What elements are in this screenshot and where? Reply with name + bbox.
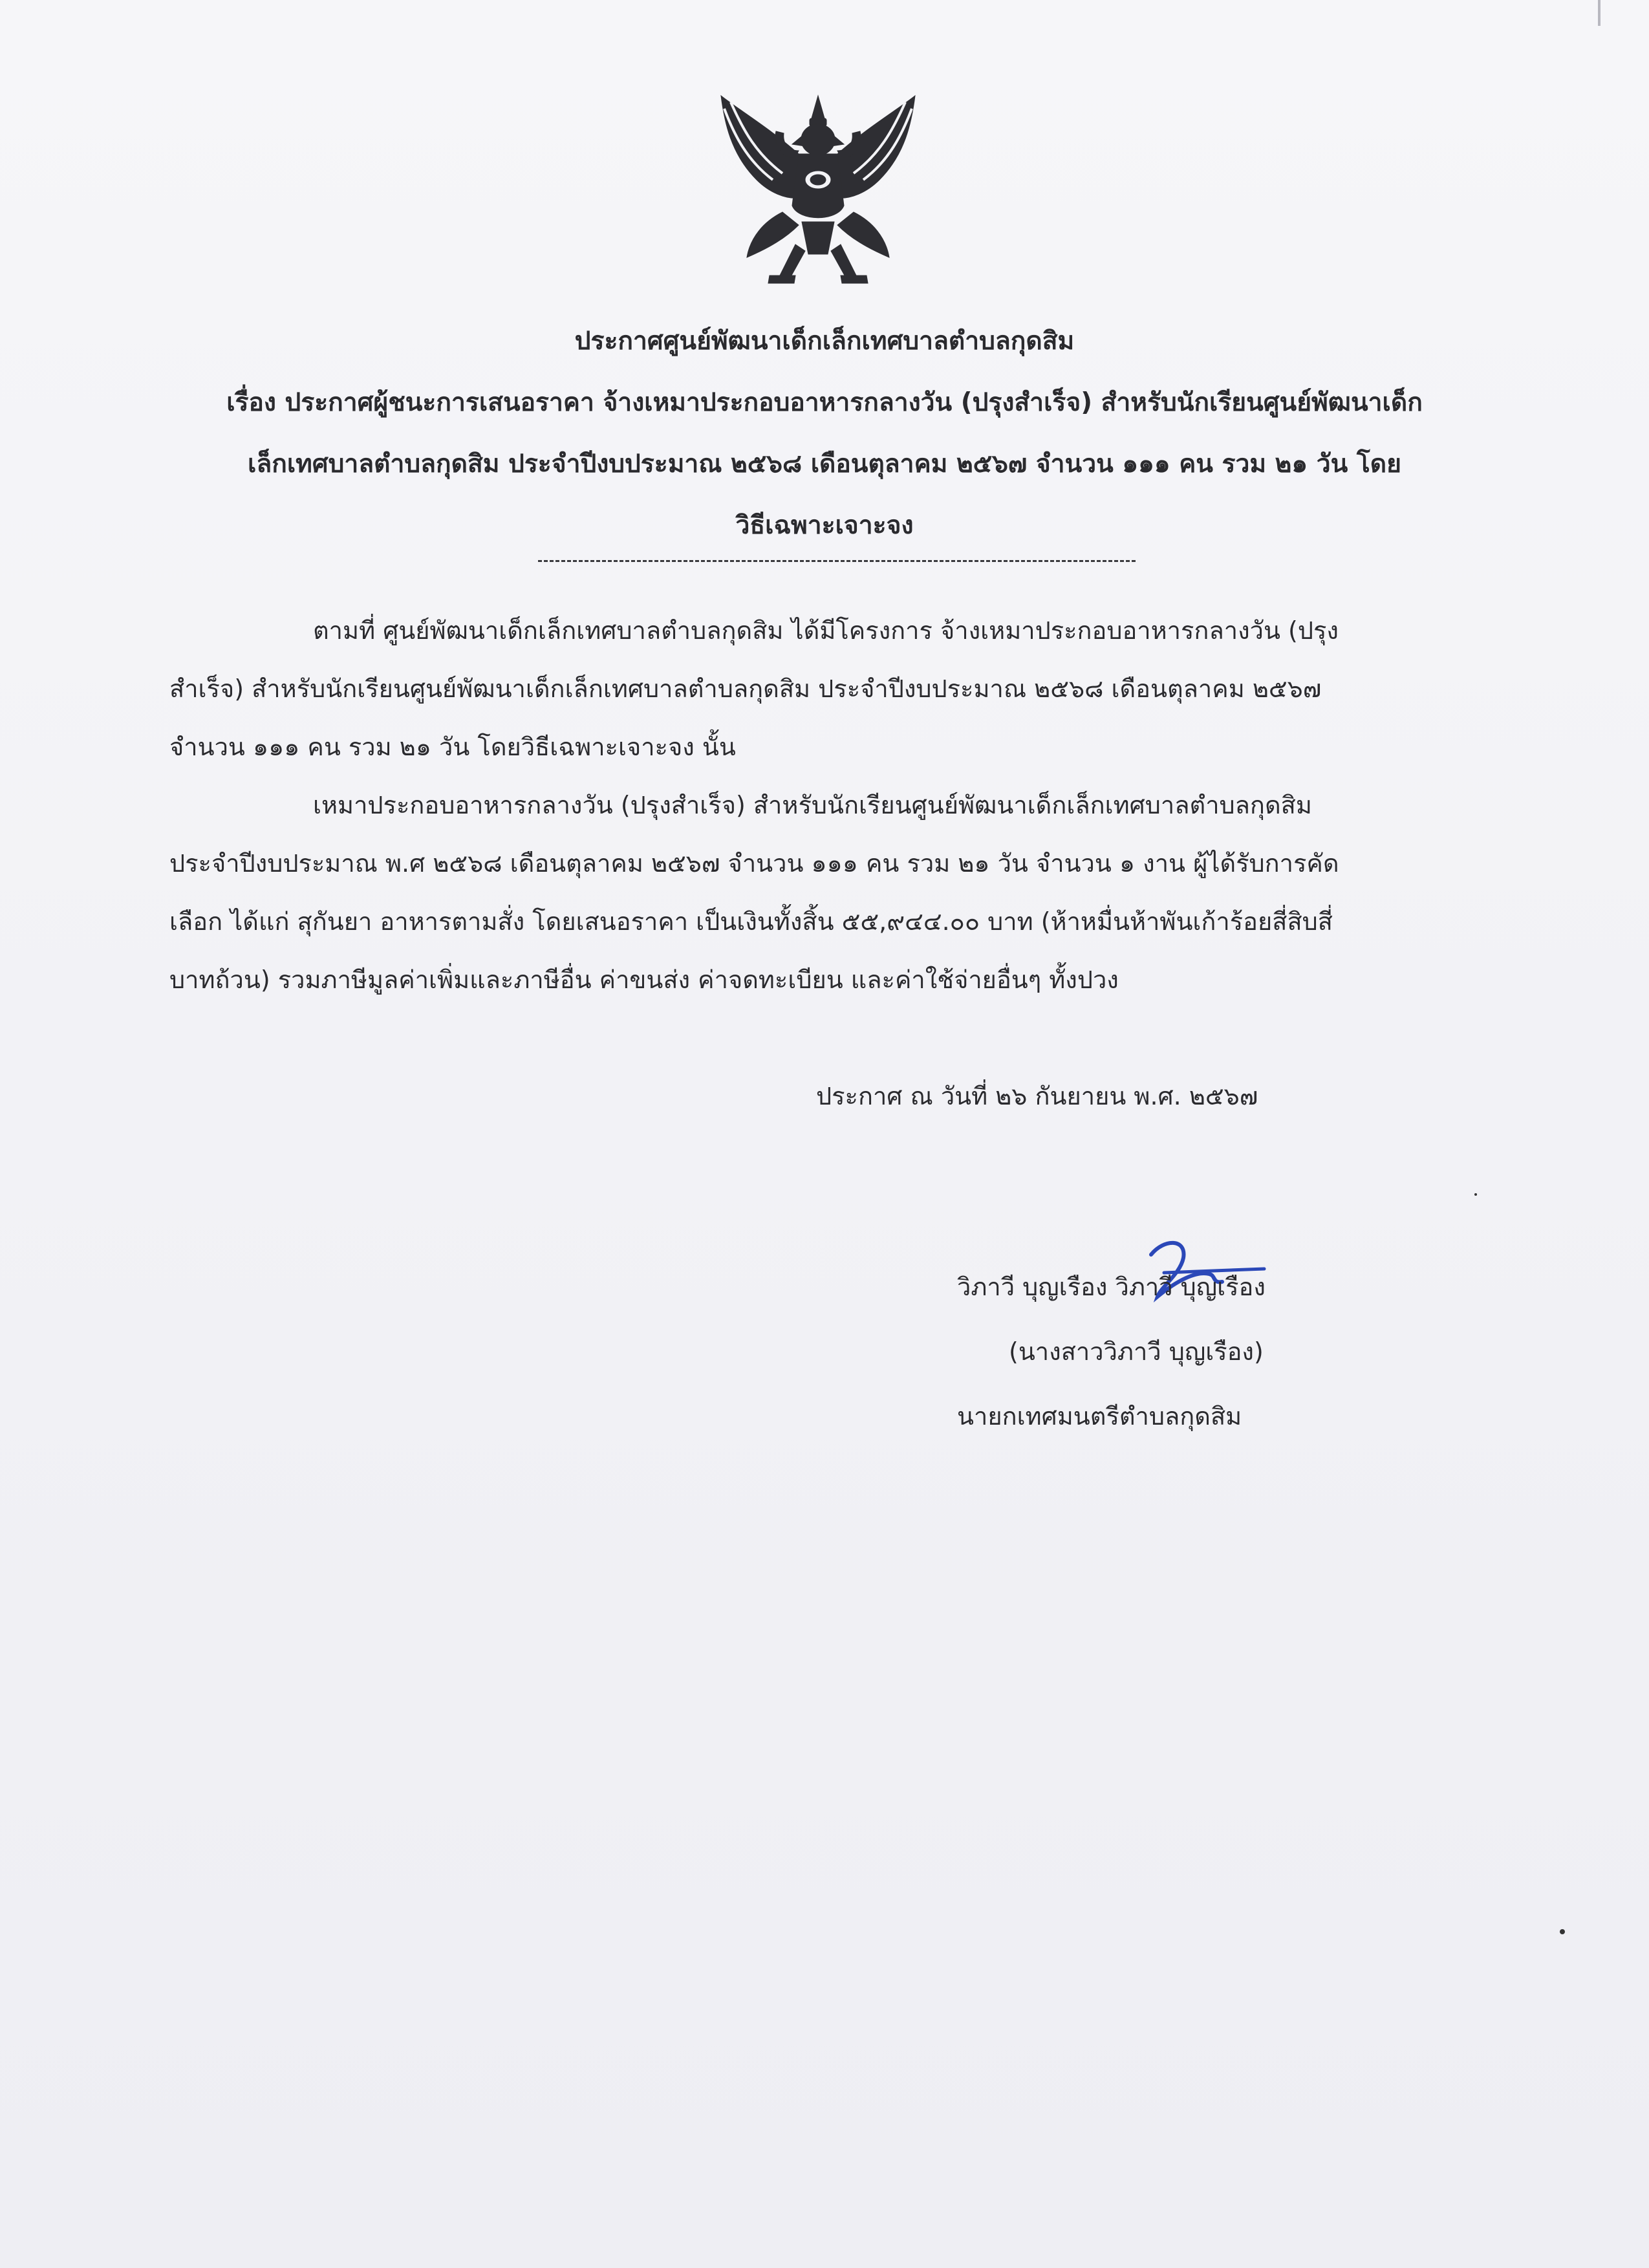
announcement-date: ประกาศ ณ วันที่ ๒๖ กันยายน พ.ศ. ๒๕๖๗ [816, 1082, 1258, 1110]
heading-line-1: ประกาศศูนย์พัฒนาเด็กเล็กเทศบาลตำบลกุดสิม [574, 327, 1075, 356]
announcement-body [169, 601, 1463, 1009]
scan-speck [1560, 1929, 1565, 1934]
paragraph-2-line-2: ประจำปีงบประมาณ พ.ศ ๒๕๖๘ เดือนตุลาคม ๒๕๖๗ จำนวน ๑๑๑ คน รวม ๒๑ วัน จำนวน ๑ งาน ผู้ได้รับการคัด [169, 849, 1339, 878]
paragraph-2-line-1: เหมาประกอบอาหารกลางวัน (ปรุงสำเร็จ) สำหรับนักเรียนศูนย์พัฒนาเด็กเล็กเทศบาลตำบลกุดสิม [313, 791, 1312, 819]
announcement-heading [97, 310, 1552, 556]
heading-line-4: วิธีเฉพาะเจาะจง [735, 511, 914, 540]
heading-line-2: เรื่อง ประกาศผู้ชนะการเสนอราคา จ้างเหมาประกอบอาหารกลางวัน (ปรุงสำเร็จ) สำหรับนักเรียนศูนย์พัฒนาเด็ก [226, 388, 1423, 417]
heading-divider [538, 560, 1136, 562]
garuda-emblem-icon [711, 83, 925, 296]
signatory-full-name: (นางสาววิภาวี บุญเรือง) [1009, 1337, 1264, 1366]
paragraph-2-line-4: บาทถ้วน) รวมภาษีมูลค่าเพิ่มและภาษีอื่น ค่าขนส่ง ค่าจดทะเบียน และค่าใช้จ่ายอื่นๆ ทั้งปวง [169, 966, 1119, 994]
scan-edge-line [1598, 0, 1600, 26]
heading-line-3: เล็กเทศบาลตำบลกุดสิม ประจำปีงบประมาณ ๒๕๖๘ เดือนตุลาคม ๒๕๖๗ จำนวน ๑๑๑ คน รวม ๒๑ วัน โดย [247, 449, 1401, 479]
paragraph-2-line-3: เลือก ได้แก่ สุกันยา อาหารตามสั่ง โดยเสนอราคา เป็นเงินทั้งสิ้น ๕๕,๙๔๔.๐๐ บาท (ห้าหมื่นห้าพันเก้าร้อยสี่สิบสี่ [169, 907, 1333, 936]
signatory-position: นายกเทศมนตรีตำบลกุดสิม [957, 1402, 1242, 1431]
paragraph-1-line-1: ตามที่ ศูนย์พัฒนาเด็กเล็กเทศบาลตำบลกุดสิม ได้มีโครงการ จ้างเหมาประกอบอาหารกลางวัน (ปรุง [313, 616, 1339, 645]
paragraph-1-line-2: สำเร็จ) สำหรับนักเรียนศูนย์พัฒนาเด็กเล็กเทศบาลตำบลกุดสิม ประจำปีงบประมาณ ๒๕๖๘ เดือนตุลาคม ๒๕๖๗ [169, 675, 1322, 703]
signature-block [957, 1255, 1410, 1449]
scan-speck [1474, 1193, 1477, 1196]
signatory-signed-name: วิภาวี บุญเรือง วิภาวี บุญเรือง [957, 1273, 1266, 1301]
paragraph-1-line-3: จำนวน ๑๑๑ คน รวม ๒๑ วัน โดยวิธีเฉพาะเจาะจง นั้น [169, 733, 736, 761]
